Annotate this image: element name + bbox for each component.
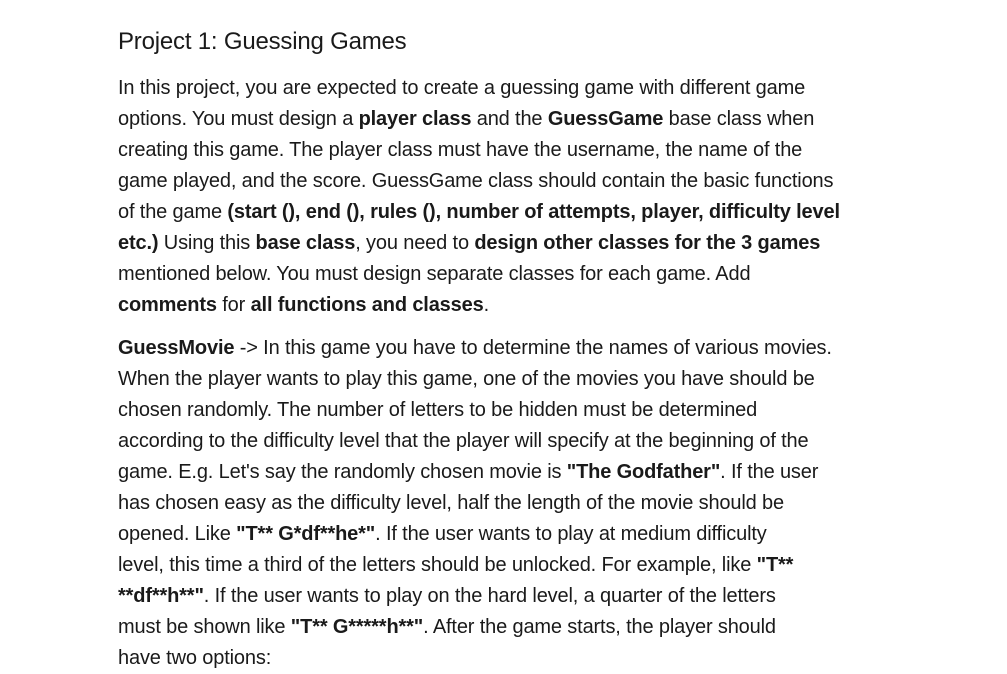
paragraph-line: mentioned below. You must design separate classes for each game. Add xyxy=(118,263,751,285)
bold-text: etc.) xyxy=(118,232,159,254)
bold-text: "T** G*df**he*" xyxy=(236,523,376,545)
paragraph-line: level, this time a third of the letters should be unlocked. For example, like "T** xyxy=(118,554,794,576)
paragraph-line: creating this game. The player class must have the username, the name of the xyxy=(118,139,803,161)
paragraph-line: etc.) Using this base class, you need to design other classes for the 3 games xyxy=(118,232,821,254)
bold-text: player class xyxy=(358,108,472,130)
paragraph-line: according to the difficulty level that the player will specify at the beginning of the xyxy=(118,430,809,452)
bold-text: **df**h**" xyxy=(118,585,204,607)
bold-text: all functions and classes xyxy=(250,294,484,316)
paragraph-line: game played, and the score. GuessGame class should contain the basic functions xyxy=(118,170,834,192)
guessmovie-paragraph xyxy=(118,333,832,674)
bold-text: GuessGame xyxy=(547,108,664,130)
paragraph-line: comments for all functions and classes. xyxy=(118,294,489,316)
bold-text: "The Godfather" xyxy=(566,461,721,483)
paragraph-line: opened. Like "T** G*df**he*". If the user wants to play at medium difficulty xyxy=(118,523,767,545)
bold-text: (start (), end (), rules (), number of attempts, player, difficulty level xyxy=(227,201,840,223)
paragraph-line: In this project, you are expected to create a guessing game with different game xyxy=(118,77,806,99)
paragraph-line: must be shown like "T** G*****h**". After the game starts, the player should xyxy=(118,616,776,638)
paragraph-line: GuessMovie -> In this game you have to determine the names of various movies. xyxy=(118,337,832,359)
bold-text: comments xyxy=(118,294,217,316)
paragraph-line: chosen randomly. The number of letters to be hidden must be determined xyxy=(118,399,758,421)
bold-text: "T** xyxy=(756,554,794,576)
paragraph-line: of the game (start (), end (), rules (), number of attempts, player, difficulty level xyxy=(118,201,840,223)
bold-text: base class xyxy=(255,232,356,254)
paragraph-line: has chosen easy as the difficulty level, half the length of the movie should be xyxy=(118,492,784,514)
paragraph-line: have two options: xyxy=(118,647,272,669)
project-title: Project 1: Guessing Games xyxy=(118,28,407,55)
paragraph-line: game. E.g. Let's say the randomly chosen movie is "The Godfather". If the user xyxy=(118,461,819,483)
bold-text: GuessMovie xyxy=(118,337,235,359)
bold-text: design other classes for the 3 games xyxy=(474,232,821,254)
paragraph-line: options. You must design a player class and the GuessGame base class when xyxy=(118,108,815,130)
intro-paragraph xyxy=(118,73,840,321)
paragraph-line: **df**h**". If the user wants to play on the hard level, a quarter of the letters xyxy=(118,585,776,607)
paragraph-line: When the player wants to play this game, one of the movies you have should be xyxy=(118,368,815,390)
bold-text: "T** G*****h**" xyxy=(290,616,424,638)
